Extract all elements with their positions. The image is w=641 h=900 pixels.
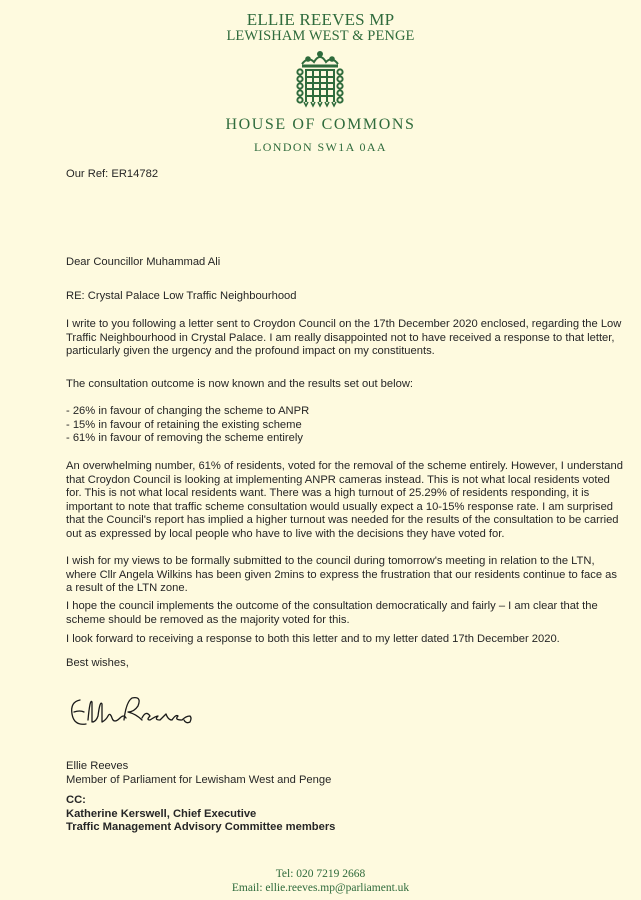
footer-tel: Tel: 020 7219 2668 [275, 868, 366, 880]
paragraph-5 [66, 600, 626, 627]
house-of-commons: HOUSE OF COMMONS [225, 116, 416, 133]
paragraph-4 [66, 555, 626, 596]
reference: Our Ref: ER14782 [66, 168, 159, 180]
paragraph-6: I look forward to receiving a response to both this letter and to my letter dated 17th December 2020. [66, 633, 560, 645]
handwritten-signature [66, 690, 226, 738]
constituency: LEWISHAM WEST & PENGE [226, 28, 415, 44]
paragraph-2: The consultation outcome is now known and the results set out below: [66, 378, 414, 390]
signer-title: Member of Parliament for Lewisham West and Penge [66, 773, 332, 786]
result-item: - 26% in favour of changing the scheme to ANPR [66, 405, 310, 417]
results-list [66, 405, 626, 446]
result-item: - 61% in favour of removing the scheme entirely [66, 432, 303, 445]
result-item: - 15% in favour of retaining the existing scheme [66, 418, 302, 431]
cc-recipient: Katherine Kerswell, Chief Executive [66, 807, 257, 820]
paragraph-text: I hope the council implements the outcome of the consultation democratically and fairly – I am clear that the scheme should be removed as the majority voted for this. [66, 600, 598, 626]
closing: Best wishes, [66, 657, 129, 669]
cc-block [66, 794, 626, 835]
mp-name: ELLIE REEVES MP [246, 10, 395, 29]
paragraph-text: I write to you following a letter sent to Croydon Council on the 17th December 2020 enclosed, regarding the Low Traffic Neighbourhood in Crystal Palace. I am really disappointed not to have received a response to that letter, particularly given the urgency and the profound impact on my constituents. [66, 318, 622, 358]
portcullis-icon [288, 50, 352, 108]
paragraph-text: An overwhelming number, 61% of residents, voted for the removal of the scheme entirely. However, I understand that Croydon Council is looking at implementing ANPR cameras instead. This is not what local residents voted for. This is not what local residents want. There was a high turnout of 25.29% of residents responding, it is important to note that traffic scheme consultation would usually expect a 10-15% response rate. I am surprised that the Council's report has implied a higher turnout was needed for the results of the consultation to be carried out as expressed by local people who have to live with the decisions they have voted for. [66, 460, 623, 540]
signature-block [66, 760, 626, 787]
parliament-address: LONDON SW1A 0AA [254, 140, 387, 154]
signer-name: Ellie Reeves [66, 760, 129, 772]
cc-label: CC: [66, 794, 86, 806]
salutation: Dear Councillor Muhammad Ali [66, 256, 221, 268]
subject-line: RE: Crystal Palace Low Traffic Neighbourhood [66, 290, 297, 302]
cc-recipient: Traffic Management Advisory Committee members [66, 821, 336, 834]
paragraph-1 [66, 318, 626, 359]
footer-email: Email: ellie.reeves.mp@parliament.uk [231, 882, 410, 894]
paragraph-text: I wish for my views to be formally submitted to the council during tomorrow's meeting in relation to the LTN, where Cllr Angela Wilkins has been given 2mins to express the frustration that our residents continue to face as a result of the LTN zone. [66, 555, 617, 595]
paragraph-3 [66, 460, 626, 542]
